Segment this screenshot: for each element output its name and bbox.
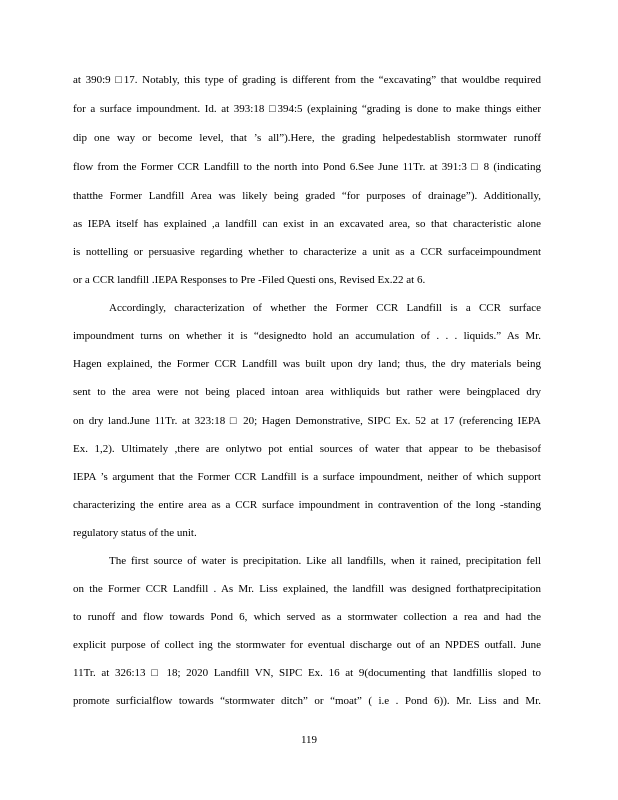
text-line: thatthe Former Landfill Area was likely being graded “for purposes of drainage”). Additionally,	[73, 190, 541, 202]
paragraph-first-line: Accordingly, characterization of whether the Former CCR Landfill is a CCR surface	[109, 302, 541, 314]
text-line: is nottelling or persuasive regarding whether to characterize a unit as a CCR surfaceimpoundment	[73, 246, 541, 258]
text-line: on dry land.June 11Tr. at 323:18 □ 20; Hagen Demonstrative, SIPC Ex. 52 at 17 (referencing IEPA	[73, 415, 541, 427]
page-number: 119	[300, 734, 318, 746]
text-line: impoundment turns on whether it is “designedto hold an accumulation of . . . liquids.” As Mr.	[73, 330, 541, 342]
text-line: Hagen explained, the Former CCR Landfill was built upon dry land; thus, the dry materials being	[73, 358, 541, 370]
text-line: Ex. 1,2). Ultimately ,there are onlytwo pot ential sources of water that appear to be thebasisof	[73, 443, 541, 455]
text-line: to runoff and flow towards Pond 6, which served as a stormwater collection a rea and had the	[73, 611, 541, 623]
text-line: for a surface impoundment. Id. at 393:18 □394:5 (explaining “grading is done to make things either	[73, 103, 541, 115]
text-line: as IEPA itself has explained ,a landfill can exist in an excavated area, so that characteristic alone	[73, 218, 541, 230]
text-line: or a CCR landfill .IEPA Responses to Pre -Filed Questi ons, Revised Ex.22 at 6.	[73, 274, 426, 286]
text-line: at 390:9 □17. Notably, this type of grading is different from the “excavating” that wouldbe required	[73, 74, 541, 86]
text-line: explicit purpose of collect ing the stormwater for eventual discharge out of an NPDES outfall. June	[73, 639, 541, 651]
text-line: regulatory status of the unit.	[73, 527, 197, 539]
text-line: dip one way or become level, that ’s all”).Here, the grading helpedestablish stormwater runoff	[73, 132, 541, 144]
text-line: flow from the Former CCR Landfill to the north into Pond 6.See June 11Tr. at 391:3 □ 8 (indicating	[73, 161, 541, 173]
text-line: on the Former CCR Landfill . As Mr. Liss explained, the landfill was designed forthatprecipitation	[73, 583, 541, 595]
text-line: characterizing the entire area as a CCR surface impoundment in contravention of the long -standing	[73, 499, 541, 511]
text-line: promote surficialflow towards “stormwater ditch” or “moat” ( i.e . Pond 6)). Mr. Liss and Mr.	[73, 695, 541, 707]
text-line: 11Tr. at 326:13 □ 18; 2020 Landfill VN, SIPC Ex. 16 at 9(documenting that landfillis sloped to	[73, 667, 541, 679]
text-line: sent to the area were not being placed intoan area withliquids but rather were beingplaced dry	[73, 386, 541, 398]
paragraph-first-line: The first source of water is precipitation. Like all landfills, when it rained, precipitation fell	[109, 555, 541, 567]
text-line: IEPA ’s argument that the Former CCR Landfill is a surface impoundment, neither of which support	[73, 471, 541, 483]
